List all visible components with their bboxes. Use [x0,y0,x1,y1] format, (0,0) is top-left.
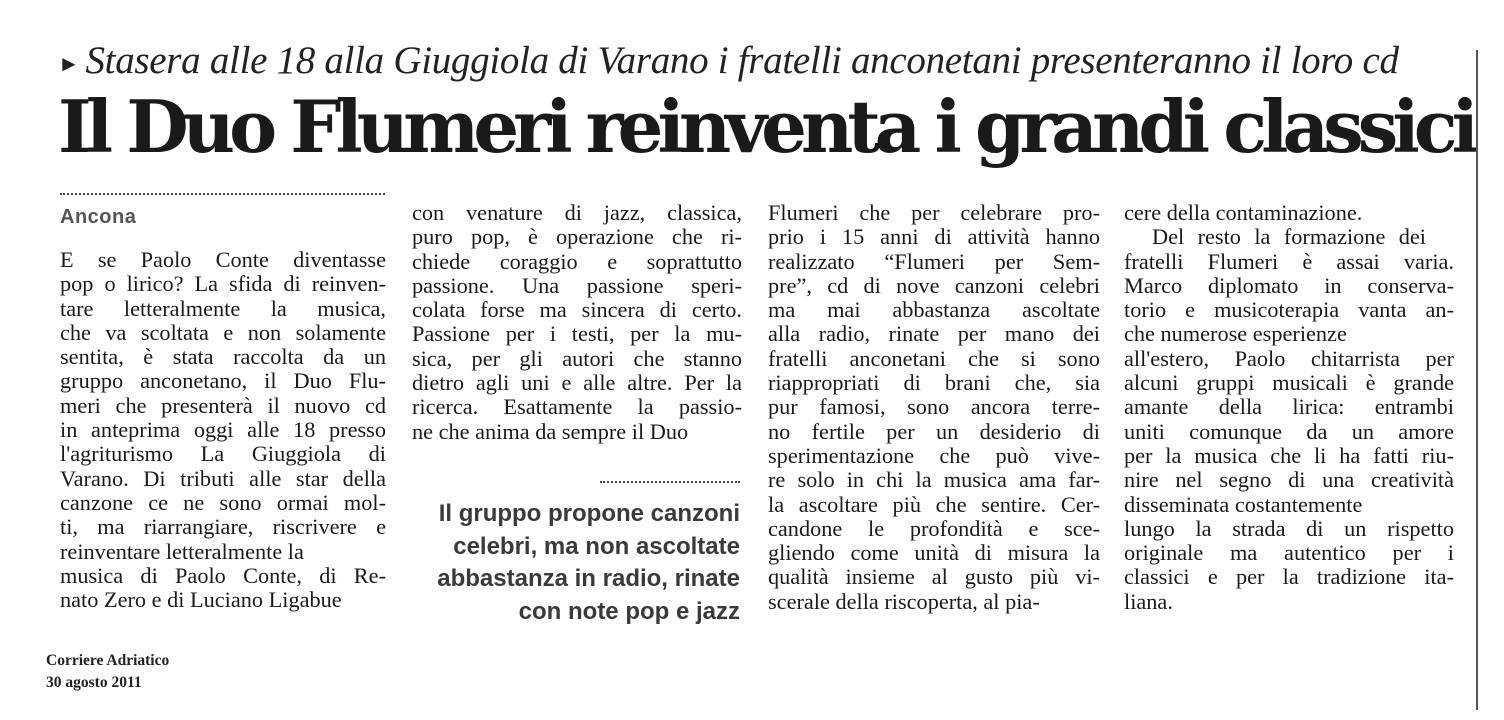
article-line: gruppo anconetano, il Duo Flu- [60,368,386,394]
article-line: con venature di jazz, classica, [412,200,742,225]
article-line: Varano. Di tributi alle star della [60,465,386,491]
article-line: passione. Una passione speri- [412,272,742,298]
article-headline: Il Duo Flumeri reinventa i grandi classici [58,84,1473,169]
article-line: cere della contaminazione. [1124,200,1363,225]
article-line: dietro agli uni e alle altre. Per la [412,370,742,396]
article-line: che va scoltata e non solamente [60,319,386,345]
article-line: l'agriturismo La Giuggiola di [60,441,386,467]
article-line: ma mai abbastanza ascoltate [768,297,1100,323]
divider-col1 [60,193,385,195]
article-column-2 [412,201,742,444]
article-line: che numerose esperienze [1124,321,1347,347]
article-line: pur famosi, sono ancora terre- [768,394,1100,420]
article-line: candone le profondità e sce- [768,515,1100,541]
article-line: torio e musicoterapia vanta an- [1124,297,1454,323]
article-line: gliendo come unità di misura la [768,540,1100,566]
article-column-3 [768,201,1100,614]
source-credit [46,650,169,694]
article-line: fratelli Flumeri è assai varia. [1124,248,1454,274]
publication-date: 30 agosto 2011 [46,674,142,691]
article-line: alla radio, rinate per mano dei [768,321,1100,347]
article-line: disseminata costantemente [1124,491,1363,517]
article-line: sica, per gli autori che stanno [412,345,742,371]
article-line: sentita, è stata raccolta da un [60,344,386,370]
article-line: Flumeri che per celebrare pro- [768,200,1100,225]
article-line: lungo la strada di un rispetto [1124,515,1454,541]
article-line: puro pop, è operazione che ri- [412,224,742,250]
article-line: sperimentazione che può vive- [768,442,1100,468]
article-line: tare letteralmente la musica, [60,295,386,321]
article-line: ne che anima da sempre il Duo [412,418,689,444]
article-column-4 [1124,201,1454,614]
article-line: per la musica che li ha fatti riu- [1124,442,1454,468]
pull-quote [412,498,740,628]
article-line: scerale della riscoperta, al pia- [768,588,1040,614]
article-line: chiede coraggio e soprattutto [412,248,742,274]
kicker-text: Stasera alle 18 alla Giuggiola di Varano i fratelli anconetani presenteranno il loro cd [85,39,1399,82]
newspaper-name: Corriere Adriatico [46,652,170,669]
article-line: meri che presenterà il nuovo cd [60,392,386,418]
article-line: alcuni gruppi musicali è grande [1124,370,1454,396]
article-line: Del resto la formazione dei [1152,224,1426,250]
article-line: reinventare letteralmente la [60,538,304,564]
article-line: qualità insieme al gusto più vi- [768,564,1100,590]
article-line: la ascoltare più che sentire. Cer- [768,491,1100,517]
divider-pullquote [600,481,740,483]
article-line: riappropriati di brani che, sia [768,370,1100,396]
article-line: in anteprima oggi alle 18 presso [60,417,386,443]
article-line: prio i 15 anni di attività hanno [768,224,1100,250]
pull-quote-line: con note pop e jazz [518,597,740,625]
article-line: originale ma autentico per i [1124,540,1454,566]
article-line: Marco diplomato in conserva- [1124,272,1454,298]
article-line: fratelli anconetani che si sono [768,345,1100,371]
article-line: all'estero, Paolo chitarrista per [1124,345,1454,371]
article-line: E se Paolo Conte diventasse [60,247,386,272]
article-line: nire nel segno di una creatività [1124,467,1454,493]
article-column-1 [60,248,386,612]
article-line: pop o lirico? La sfida di reinven- [60,271,386,297]
article-line: no fertile per un desiderio di [768,418,1100,444]
pull-quote-line: celebri, ma non ascoltate [453,532,740,560]
article-line: realizzato “Flumeri per Sem- [768,248,1100,274]
article-line: ti, ma riarrangiare, riscrivere e [60,514,386,540]
dateline: Ancona [60,206,137,228]
article-line: Passione per i testi, per la mu- [412,321,742,347]
article-line: canzone ce ne sono ormai mol- [60,489,386,515]
page-edge-line [1476,50,1478,710]
pull-quote-line: Il gruppo propone canzoni [438,500,740,527]
article-line: uniti comunque da un amore [1124,418,1454,444]
article-line: ricerca. Esattamente la passio- [412,394,742,420]
triangle-bullet-icon: ► [58,51,80,77]
pull-quote-line: abbastanza in radio, rinate [437,565,740,592]
article-line: amante della lirica: entrambi [1124,394,1454,420]
article-line: classici e per la tradizione ita- [1124,564,1454,590]
article-kicker [58,38,1458,87]
article-line: nato Zero e di Luciano Ligabue [60,587,342,613]
article-line: liana. [1124,588,1173,614]
article-line: re solo in chi la musica ama far- [768,467,1100,493]
article-line: colata forse ma sincera di certo. [412,297,742,323]
article-line: pre”, cd di nove canzoni celebri [768,272,1100,298]
article-line: musica di Paolo Conte, di Re- [60,562,386,588]
